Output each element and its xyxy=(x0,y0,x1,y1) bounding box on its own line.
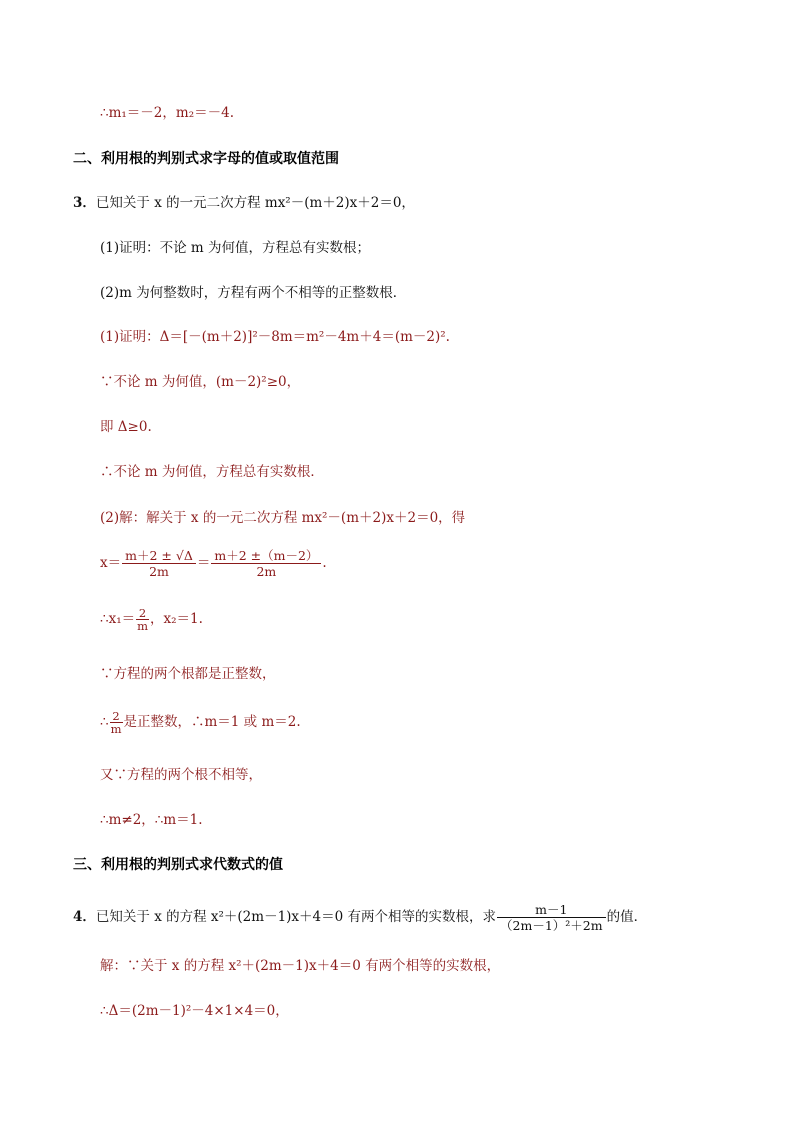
fraction-1 xyxy=(122,548,196,579)
question-4-fraction-denominator: （2m－1）²＋2m xyxy=(500,918,603,933)
question-3-part-1: (1)证明：不论 m 为何值，方程总有实数根； xyxy=(100,240,371,256)
roots-fraction xyxy=(136,607,149,632)
integer-fraction-numerator: 2 xyxy=(110,710,123,723)
fraction-1-denominator: 2m xyxy=(149,564,169,579)
fraction-2 xyxy=(211,548,321,579)
answer-conclusion-1: ∴不论 m 为何值，方程总有实数根． xyxy=(100,464,324,480)
fraction-1-numerator: m＋2 ± √Δ xyxy=(122,548,196,564)
answer-solve-intro: (2)解：解关于 x 的一元二次方程 mx²－(m＋2)x＋2＝0，得 xyxy=(100,510,466,526)
fraction-2-numerator: m＋2 ±（m－2） xyxy=(211,548,321,564)
answer-4-intro: 解：∵关于 x 的方程 x²＋(2m－1)x＋4＝0 有两个相等的实数根， xyxy=(100,958,501,974)
roots-fraction-denominator: m xyxy=(137,619,149,633)
formula-end: . xyxy=(322,555,327,571)
answer-final-m: ∴m≠2，∴m＝1. xyxy=(100,812,203,828)
roots-rest: ，x₂＝1. xyxy=(150,611,203,627)
question-4-fraction-numerator: m－1 xyxy=(497,902,606,918)
answer-nonneg: ∵不论 m 为何值，(m－2)²≥0， xyxy=(100,374,301,390)
question-4-fraction xyxy=(497,902,606,933)
answer-positive-integers: ∵方程的两个根都是正整数， xyxy=(100,666,276,682)
integer-fraction-denominator: m xyxy=(110,722,122,736)
roots-line xyxy=(100,607,203,632)
answer-4-delta: ∴Δ＝(2m－1)²－4×1×4＝0， xyxy=(100,1003,289,1019)
integer-lhs: ∴ xyxy=(100,714,109,730)
answer-unequal-roots: 又∵方程的两个根不相等， xyxy=(100,767,262,783)
question-3-part-2: (2)m 为何整数时，方程有两个不相等的正整数根． xyxy=(100,285,407,301)
fraction-2-denominator: 2m xyxy=(256,564,277,579)
question-4 xyxy=(73,902,647,933)
question-number: 4． xyxy=(73,909,96,925)
question-4-pre: 已知关于 x 的方程 x²＋(2m－1)x＋4＝0 有两个相等的实数根，求 xyxy=(95,909,497,925)
answer-line-roots-m: ∴m₁＝－2，m₂＝－4. xyxy=(100,105,234,121)
section-heading-3: 三、利用根的判别式求代数式的值 xyxy=(73,857,283,873)
formula-x xyxy=(100,548,327,579)
formula-lhs: x＝ xyxy=(100,555,122,571)
question-4-post: 的值． xyxy=(606,909,648,925)
question-stem: 已知关于 x 的一元二次方程 mx²－(m＋2)x＋2＝0， xyxy=(95,195,415,211)
integer-fraction xyxy=(110,710,123,735)
question-3 xyxy=(73,195,415,211)
integer-rest: 是正整数，∴m＝1 或 m＝2. xyxy=(123,714,301,730)
roots-lhs: ∴x₁＝ xyxy=(100,611,136,627)
answer-delta: (1)证明：Δ＝[－(m＋2)]²－8m＝m²－4m＋4＝(m－2)². xyxy=(100,329,450,345)
formula-eq: ＝ xyxy=(196,555,211,571)
question-number: 3． xyxy=(73,195,96,211)
section-heading-2: 二、利用根的判别式求字母的值或取值范围 xyxy=(73,151,339,167)
answer-delta-geq: 即 Δ≥0. xyxy=(100,419,152,435)
integer-line xyxy=(100,710,301,735)
roots-fraction-numerator: 2 xyxy=(136,607,149,620)
